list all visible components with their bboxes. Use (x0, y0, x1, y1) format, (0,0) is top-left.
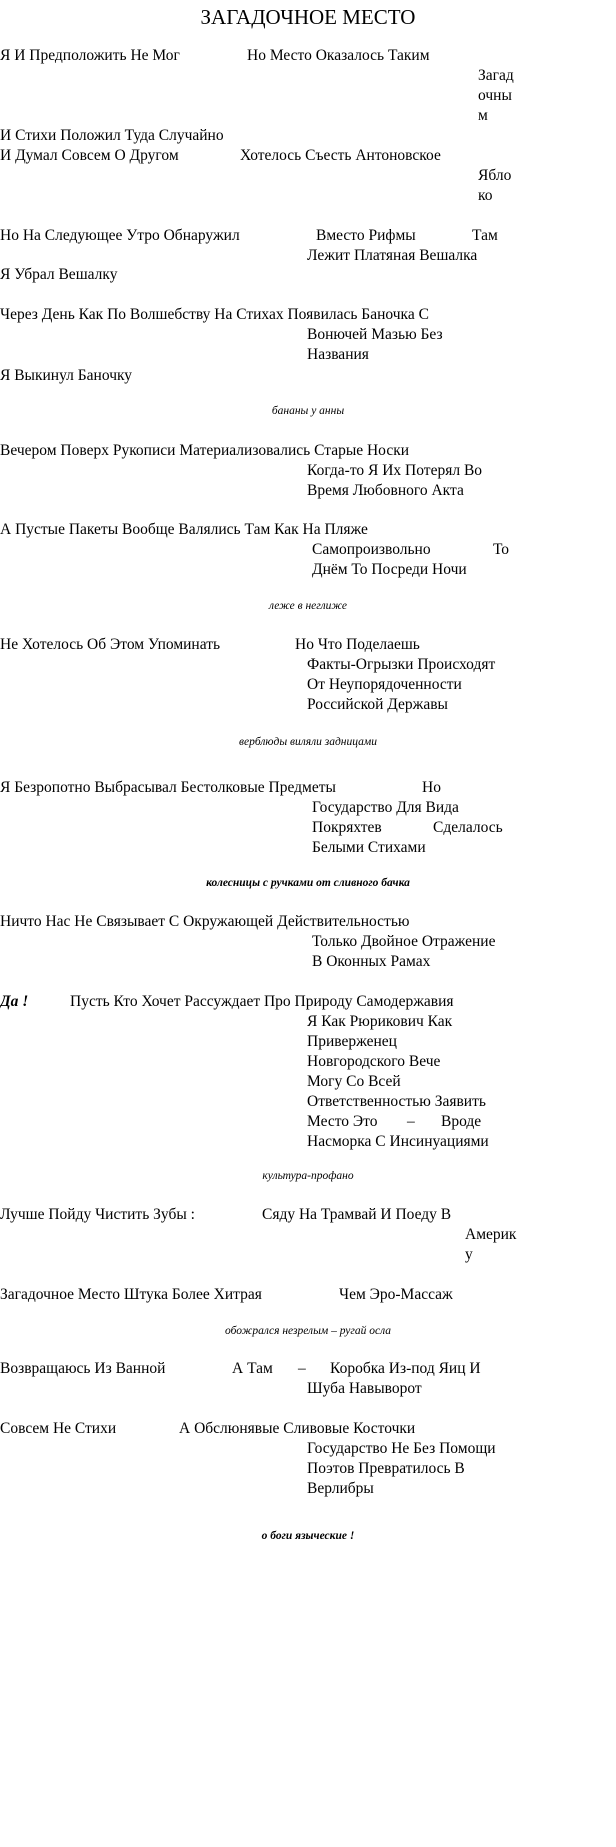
separator: о боги языческие ! (261, 1530, 355, 1542)
wrap-fragment: Америк (465, 1226, 517, 1243)
line-10: А Пустые Пакеты Вообще Валялись Там Как На Пляже (0, 521, 368, 538)
line-31: Возвращаюсь Из Ванной (0, 1360, 166, 1377)
line-30: Загадочное Место Штука Более Хитрая (0, 1286, 262, 1303)
line-20-cont: В Оконных Рамах (312, 953, 431, 970)
line-4: Но На Следующее Утро Обнаружил (0, 227, 240, 244)
line-31-cont: Коробка Из-под Яиц И (330, 1360, 481, 1377)
line-1: Я И Предположить Не Мог (0, 47, 180, 64)
line-16: Я Безропотно Выбрасывал Бестолковые Предметы (0, 779, 336, 796)
line-15: Российской Державы (307, 696, 448, 713)
line-7: Через День Как По Волшебству На Стихах Появилась Баночка С (0, 306, 429, 323)
line-24: Новгородского Вече (307, 1053, 441, 1070)
line-35: Поэтов Превратилось В (307, 1460, 465, 1477)
separator: колесницы с ручками от сливного бачка (206, 877, 410, 889)
line-20-cont: Только Двойное Отражение (312, 933, 496, 950)
poem-title: ЗАГАДОЧНОЕ МЕСТО (200, 5, 416, 29)
line-32: Шуба Навыворот (307, 1380, 422, 1397)
line-9-cont: Когда-то Я Их Потерял Во (307, 462, 483, 479)
line-25: Могу Со Всей (307, 1073, 401, 1090)
line-18-cont: Сделалось (433, 819, 503, 836)
line-22: Я Как Рюрикович Как (307, 1013, 453, 1030)
line-36: Верлибры (307, 1480, 374, 1497)
wrap-fragment: Ябло (478, 167, 512, 184)
line-23: Приверженец (307, 1033, 397, 1050)
line-20: Ничто Нас Не Связывает С Окружающей Действительностью (0, 913, 410, 930)
line-30-cont: Чем Эро-Массаж (339, 1286, 453, 1303)
line-11: Днём То Посреди Ночи (312, 561, 467, 578)
line-27-dash: – (407, 1113, 415, 1130)
line-34: Государство Не Без Помощи (307, 1440, 496, 1457)
line-29-cont: Сяду На Трамвай И Поеду В (262, 1206, 452, 1223)
line-31-cont: А Там (232, 1360, 273, 1377)
line-27-cont: Вроде (441, 1113, 482, 1130)
line-28: Насморка С Инсинуациями (307, 1133, 489, 1150)
line-7-cont: Вонючей Мазью Без (307, 326, 443, 343)
line-7-cont: Названия (307, 346, 369, 363)
wrap-fragment: у (465, 1246, 473, 1263)
line-3-cont: Хотелось Съесть Антоновское (240, 147, 441, 164)
separator: обожрался незрелым – ругай осла (224, 1325, 392, 1337)
line-18: Покряхтев (312, 819, 382, 836)
line-3: И Думал Совсем О Другом (0, 147, 179, 164)
line-1-cont: Но Место Оказалось Таким (247, 47, 430, 64)
line-21-cont: Пусть Кто Хочет Рассуждает Про Природу Самодержавия (70, 993, 454, 1010)
line-9: Вечером Поверх Рукописи Материализовались Старые Носки (0, 442, 410, 459)
line-33-cont: А Обслюнявые Сливовые Косточки (179, 1420, 416, 1437)
line-4-cont: Там (472, 227, 498, 244)
line-10-cont: То (493, 541, 510, 558)
line-10-cont: Самопроизвольно (312, 541, 431, 558)
line-29: Лучше Пойду Чистить Зубы : (0, 1206, 195, 1223)
wrap-fragment: м (478, 107, 488, 124)
line-5: Лежит Платяная Вешалка (307, 247, 478, 264)
line-2: И Стихи Положил Туда Случайно (0, 127, 224, 144)
line-4-cont: Вместо Рифмы (316, 227, 416, 244)
line-33: Совсем Не Стихи (0, 1420, 117, 1437)
wrap-fragment: ко (478, 187, 493, 204)
line-17: Государство Для Вида (312, 799, 459, 816)
line-14: От Неупорядоченности (307, 676, 462, 693)
line-6: Я Убрал Вешалку (0, 266, 118, 283)
wrap-fragment: Загад (478, 67, 514, 84)
separator: культура-профано (262, 1170, 354, 1182)
separator: бананы у анны (271, 405, 345, 417)
line-26: Ответственностью Заявить (307, 1093, 486, 1110)
line-13: Факты-Огрызки Происходят (307, 656, 496, 673)
line-31-dash: – (298, 1360, 306, 1377)
line-12-cont: Но Что Поделаешь (295, 636, 420, 653)
line-9-cont: Время Любовного Акта (307, 482, 464, 499)
wrap-fragment: очны (478, 87, 512, 104)
line-16-cont: Но (422, 779, 441, 796)
line-27: Место Это (307, 1113, 378, 1130)
line-8: Я Выкинул Баночку (0, 367, 133, 384)
separator: верблюды виляли задницами (239, 736, 377, 748)
line-12: Не Хотелось Об Этом Упоминать (0, 636, 221, 653)
line-19: Белыми Стихами (312, 839, 426, 856)
separator: леже в неглиже (268, 600, 348, 612)
line-21: Да ! (0, 993, 29, 1010)
